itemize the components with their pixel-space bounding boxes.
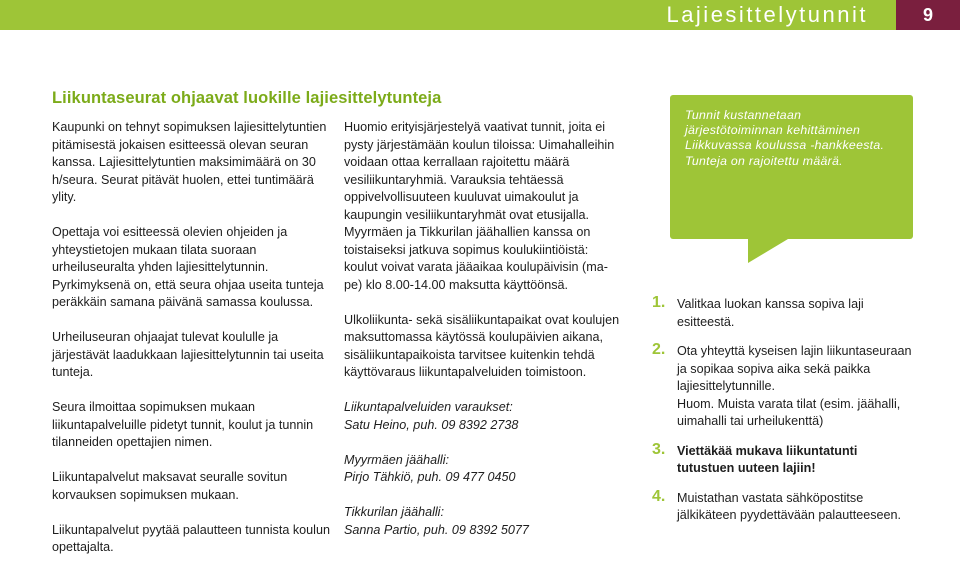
header-bar — [0, 0, 960, 30]
step-text: Ota yhteyttä kyseisen lajin liikuntaseuraan ja sopikaa sopiva aika sekä paikka lajiesittelytunnille. — [677, 344, 912, 393]
contact-value: Pirjo Tähkiö, puh. 09 477 0450 — [344, 470, 516, 484]
step-number: 2. — [652, 341, 666, 358]
paragraph: Urheiluseuran ohjaajat tulevat koululle ja järjestävät laadukkaan lajiesittelytunnin tai useita tunteja. — [52, 330, 324, 379]
step-text: Muistathan vastata sähköpostitse jälkikäteen pyydettävään palautteeseen. — [677, 490, 902, 522]
contact-label: Tikkurilan jäähalli: — [344, 505, 444, 519]
paragraph: Liikuntapalvelut pyytää palautteen tunnista koulun opettajalta. — [52, 522, 330, 554]
step-item — [652, 296, 912, 331]
contact-label: Myyrmäen jäähalli: — [344, 452, 449, 467]
middle-column — [344, 119, 624, 539]
step-item — [652, 487, 912, 525]
paragraph: Seura ilmoittaa sopimuksen mukaan liikuntapalveluille pidetyt tunnit, koulut ja tunnin tilanneiden opettajien nimen. — [52, 400, 314, 449]
contact-value: Sanna Partio, puh. 09 8392 5077 — [344, 522, 529, 537]
step-item — [652, 440, 912, 478]
paragraph: Kaupunki on tehnyt sopimuksen lajiesittelytuntien pitämisestä jokaisen esitteessä olevan seuran kanssa. Lajiesittelytuntien maksimimäärä on 30 h/seura. Seurat pitävät huolen, ettei tuntimäärä ylity. — [52, 120, 327, 204]
callout-text: Tunnit kustannetaan järjestötoiminnan kehittäminen Liikkuvassa koulussa -hankkeesta. Tunteja on rajoitettu määrä. — [685, 108, 885, 168]
step-number: 4. — [652, 487, 666, 505]
speech-bubble-tail — [748, 239, 788, 263]
left-column — [52, 119, 332, 574]
step-text: Valitkaa luokan kanssa sopiva laji esitteestä. — [677, 297, 864, 329]
step-note: Huom. Muista varata tilat (esim. jäähalli, uimahalli tai urheilukenttä) — [677, 396, 901, 428]
step-number: 1. — [652, 294, 666, 311]
paragraph: Ulkoliikunta- sekä sisäliikuntapaikat ovat koulujen maksuttomassa käytössä koulupäivien aikana, sisäliikuntapaikoista tarvitsee kuitenkin tehdä käyttövaraus liikuntapalveluiden toimistoon. — [344, 312, 620, 379]
paragraph: Huomio erityisjärjestelyä vaativat tunnit, joita ei pysty järjestämään koulun tiloissa: Uimahalleihin voidaan ottaa kerrallaan rajoitettu määrä vesiliikuntaryhmiä. Varauksia tehtäessä oppivelvollisuuteen kuuluvat uimakoulut ja kaupungin vesiliikuntaryhmät ovat etusijalla. Myyrmäen ja Tikkurilan jäähallien kanssa on toistaiseksi jatkuva sopimus koulukiintiöistä: koulut voivat varata jääaikaa koulupäivisin (ma-pe) klo 8.00-14.00 maksutta käyttöönsä. — [344, 120, 615, 292]
section-title: Liikuntaseurat ohjaavat luokille lajiesittelytunteja — [52, 89, 442, 107]
speech-bubble-callout — [670, 95, 913, 239]
step-item — [652, 343, 912, 431]
paragraph: Liikuntapalvelut maksavat seuralle sovitun korvauksen sopimuksen mukaan. — [52, 470, 288, 502]
contact-label: Liikuntapalveluiden varaukset: — [344, 400, 513, 414]
steps-list — [652, 296, 912, 537]
step-text: Viettäkää mukava liikuntatunti tutustuen uuteen lajiin! — [677, 443, 858, 475]
paragraph: Opettaja voi esitteessä olevien ohjeiden ja yhteystietojen mukaan tilata suoraan urheiluseuralta yhden lajiesittelytunnin. Pyrkimyksenä on, että seura ohjaa useita tunteja peräkkäin samana päivänä samassa koulussa. — [52, 225, 324, 309]
page-number: 9 — [896, 0, 960, 30]
header-title: Lajiesittelytunnit — [666, 2, 868, 27]
contact-value: Satu Heino, puh. 09 8392 2738 — [344, 417, 519, 432]
step-number: 3. — [652, 440, 666, 458]
